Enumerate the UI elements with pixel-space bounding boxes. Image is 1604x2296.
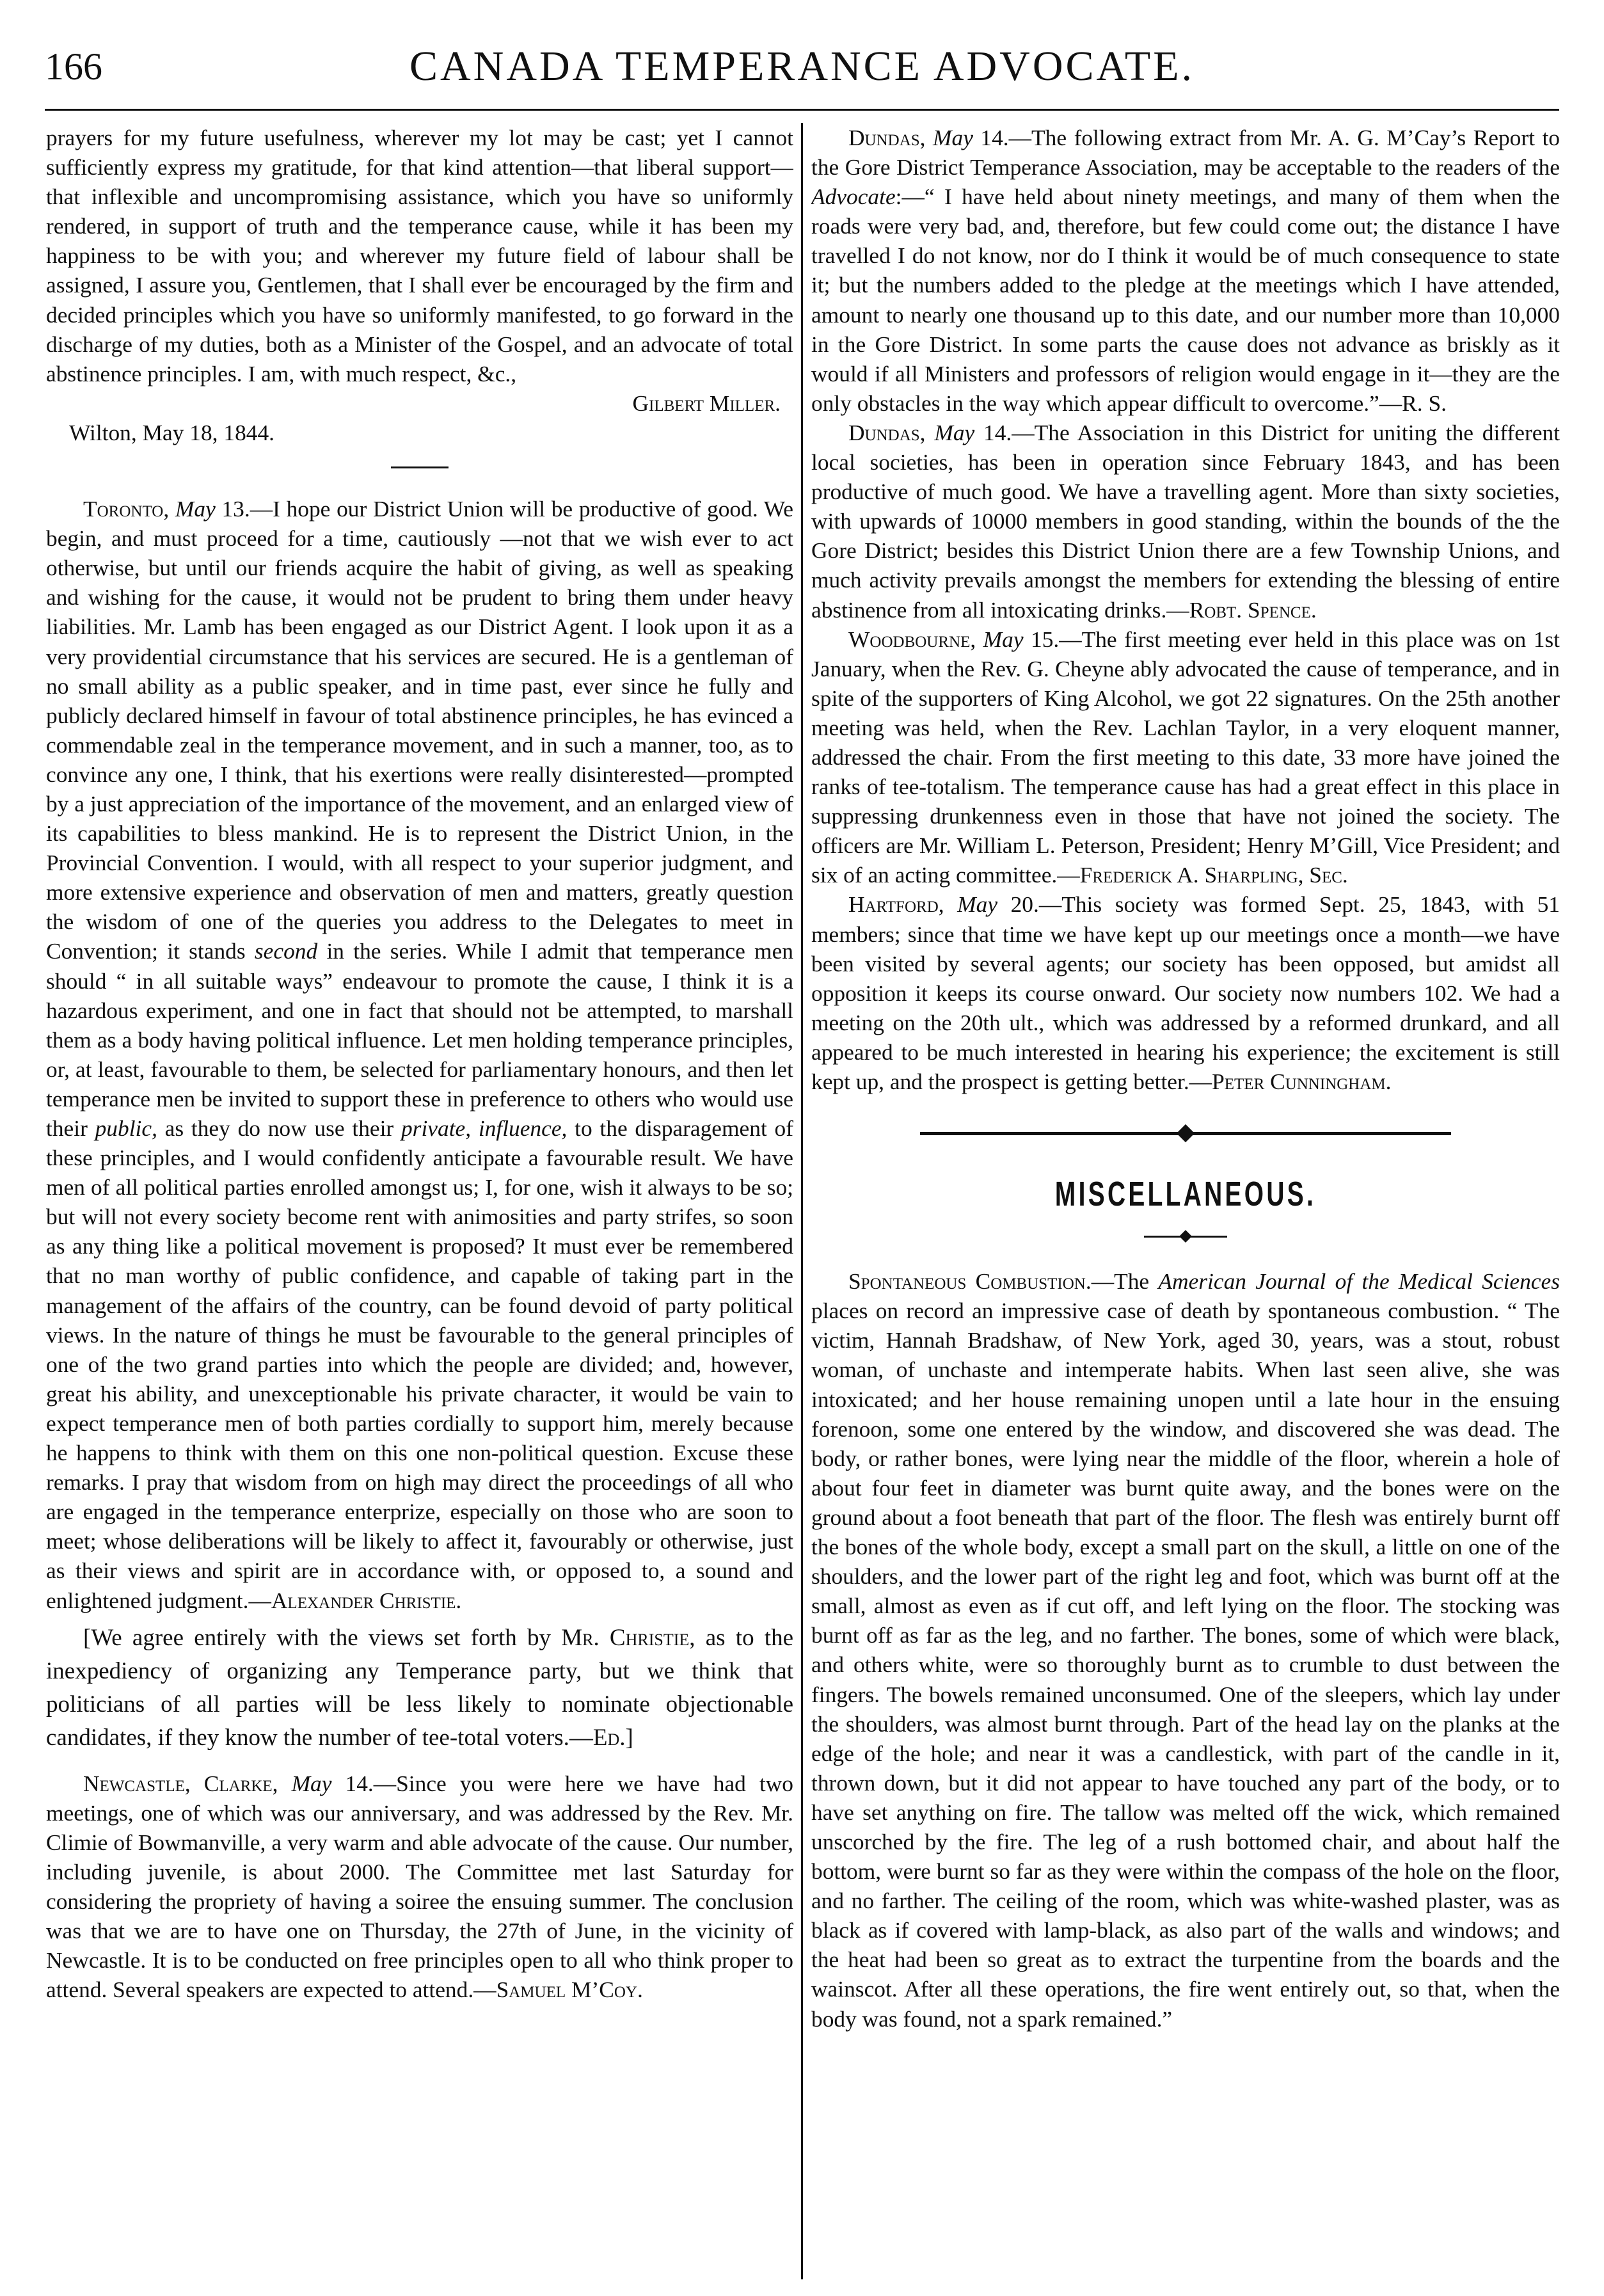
header-rule (45, 109, 1559, 111)
toronto-private: private, influence, (401, 1115, 568, 1141)
page-header (45, 37, 1559, 108)
article-lead: Spontaneous Combustion. (848, 1268, 1092, 1295)
spacer (46, 1755, 793, 1769)
hartford-date: May (957, 891, 998, 918)
dundas-report-2 (811, 418, 1560, 625)
dundas-1-dateline: Dundas, (848, 125, 926, 150)
dundas-2-dateline: Dundas, (848, 419, 926, 445)
woodbourne-dateline: Woodbourne, (848, 626, 976, 652)
hartford-text: 20.—This society was formed Sept. 25, 1843, with 51 members; since that time we have kept up our meetings once a month—we have been visited by several agents; our society has been opposed, but amidst all opposition it keeps its course onward. Our society now numbers 102. We had a meeting on the 20th ult., which was addressed by a reformed drunkard, and all appeared to be much interested in hearing his experience; the excitement is still kept up, and the prospect is getting better.— (811, 891, 1560, 1094)
article-journal: American Journal of the Medical Sciences (1158, 1268, 1560, 1295)
dundas-2-date: May (934, 419, 975, 445)
spontaneous-combustion-article (811, 1266, 1560, 2033)
dundas-2-signature: Robt. Spence. (1189, 596, 1317, 623)
dundas-1-date: May (933, 125, 973, 150)
editor-note-text: [We agree entirely with the views set forth by (83, 1624, 562, 1651)
newcastle-signature: Samuel M’Coy. (496, 1977, 643, 2003)
short-divider (391, 466, 449, 468)
editor-note-name: Mr. Christie, (561, 1624, 695, 1651)
toronto-text-4: to the disparagement of these principles, and I would confidently anticipate a favourable result. We have men of all political parties enrolled amongst us; I, for one, wish it always to be so; but will not every society become rent with animosities and party strifes, so soon as any thing like a political movement is proposed? It must ever be remembered that no man worthy of public confidence, and capable of taking part in the management of the affairs of the country, can be found devoid of party political views. In the nature of things he must be favourable to the general principles of one of the two grand parties into which the people are divided; and, however, great his ability, and unexceptionable his private character, it would be vain to expect temperance men of both parties cordially to support him, merely because he happens to think with them on this one non-political question. Excuse these remarks. I pray that wisdom from on high may direct the proceedings of all who are engaged in the temperance enterprize, especially on those who are soon to meet; whose deliberations will be likely to affect it, favourably or otherwise, just as their views and spirit are in accordance with, or opposed to, a sound and enlightened judgment.— (46, 1115, 793, 1613)
miller-letter-text: prayers for my future usefulness, wherever my lot may be cast; yet I cannot sufficiently express my gratitude, for that kind attention—that liberal support—that inflexible and uncompromising assistance, which you have so uniformly rendered, in support of truth and the temperance cause, while it has been my happiness to be with you; and wherever my future field of labour shall be assigned, I assure you, Gentlemen, that I shall ever be encouraged by the firm and decided principles which you have so uniformly manifested, to go forward in the discharge of my duties, both as a Minister of the Gospel, and an advocate of total abstinence principles. I am, with much respect, &c., (46, 125, 793, 387)
hartford-dateline: Hartford, (848, 891, 944, 918)
newcastle-date: May (291, 1770, 332, 1796)
ornamental-divider (811, 1124, 1560, 1144)
newcastle-letter (46, 1769, 793, 2005)
article-text-2: places on record an impressive case of death by spontaneous combustion. “ The victim, Hannah Bradshaw, of New York, aged 30, years, was a stout, robust woman, of unchaste and intemperate habits. When last seen alive, she was intoxicated; and her house remaining unopen until a late hour in the ensuing forenoon, some one entered by the window, and discovered she was dead. The body, or rather bones, were lying near the middle of the floor, wherein a hole of about four feet in diameter was burnt quite away, and the bones were on the ground about a foot beneath that part of the floor. The flesh was entirely burnt off the bones of the whole body, except a small part on the skull, a little on one of the shoulders, and the lower part of the right leg and foot, which was burnt off at the small, almost as even as if cut off, and left lying on the floor. The stocking was burnt off as far as the leg, and no farther. The bones, some of which were black, and others white, were so thoroughly burnt as to crumble to dust between the fingers. The bowels remained unconsumed. One of the sleepers, which lay under the shoulders, was almost burnt through. Part of the head lay on the planks at the edge of the hole; and near it was a candlestick, with part of the candle in it, thrown down, but it did not appear to have touched any part of the body, or to have set anything on fire. The tallow was melted off the wick, which remained unscorched by the fire. The leg of a rush bottomed chair, and about half the bottom, were burnt so far as they were within the compass of the hole on the floor, and no farther. The ceiling of the room, which was white-washed plaster, was as black as if covered with lamp-black, as also part of the walls and windows; and the heat had been so great as to extract the turpentine from the boards and the wainscot. After all these operations, the fire went entirely out, so that, when the body was found, not a spark remained.” (811, 1298, 1560, 2032)
editor-note (46, 1622, 793, 1755)
miller-place-date: Wilton, May 18, 1844. (69, 419, 275, 445)
woodbourne-signature: Frederick A. Sharpling, Sec. (1079, 862, 1348, 888)
miller-signature: Gilbert Miller. (632, 390, 781, 416)
newcastle-dateline: Newcastle, Clarke, (83, 1770, 278, 1796)
section-heading-miscellaneous: MISCELLANEOUS. (1054, 1175, 1317, 1214)
journal-title: CANADA TEMPERANCE ADVOCATE. (409, 43, 1195, 90)
editor-note-text-2: as to the inexpediency of organizing any Temperance party, but we think that politicians of all parties will be less likely to nominate objectionable candidates, if they know the number of tee-total voters.— (46, 1624, 793, 1751)
dundas-report-1 (811, 123, 1560, 418)
toronto-text: 13.—I hope our District Union will be productive of good. We begin, and must proceed for a time, cautiously —not that we wish ever to act otherwise, but until our friends acquire the habit of giving, as well as speaking and wishing for the cause, it would not be prudent to bring them under heavy liabilities. Mr. Lamb has been engaged as our District Agent. I look upon it as a very providential circumstance that his services are secured. He is a gentleman of no small ability as a public speaker, and in time past, ever since he fully and publicly declared himself in favour of total abstinence principles, he has evinced a commendable zeal in the temperance movement, and in such a manner, too, as to convince any one, I think, that his exertions were really disinterested—prompted by a just appreciation of the importance of the movement, and an enlarged view of its capabilities to bless mankind. He is to represent the District Union, in the Provincial Convention. I would, with all respect to your superior judgment, and more extensive experience and observation of men and matters, greatly question the wisdom of one of the queries you address to the Delegates to meet in Convention; it stands (46, 496, 793, 964)
article-text: —The (1091, 1268, 1159, 1295)
ornament-diamond (1177, 1124, 1195, 1142)
editor-note-sign: Ed.] (592, 1724, 633, 1751)
toronto-date: May (175, 496, 216, 522)
toronto-letter (46, 494, 793, 1615)
page-number: 166 (45, 45, 102, 88)
hartford-report (811, 889, 1560, 1096)
woodbourne-text: 15.—The first meeting ever held in this place was on 1st January, when the Rev. G. Cheyne ably advocated the cause of temperance, and in spite of the supporters of King Alcohol, we got 22 signatures. On the 25th another meeting was held, when the Rev. Lachlan Taylor, in a very eloquent manner, addressed the chair. From the first meeting to this date, 33 more have joined the ranks of tee-totalism. The temperance cause has had a great effect in this place in suppressing drunkenness even in those that have not joined the society. The officers are Mr. William L. Peterson, President; Henry M’Gill, Vice President; and six of an acting committee.— (811, 626, 1560, 888)
dundas-2-text: 14.—The Association in this District for uniting the different local societies, has been in operation since February 1843, and has been productive of much good. We have a travelling agent. More than sixty societies, with upwards of 10000 members in good standing, within the bounds of the the Gore District; besides this District Union there are a few Township Unions, and much activity prevails amongst the members for extending the blessing of entire abstinence from all intoxicating drinks.— (811, 419, 1560, 623)
woodbourne-date: May (983, 626, 1024, 652)
toronto-second: second (254, 938, 318, 964)
woodbourne-report (811, 625, 1560, 890)
dundas-1-text-2: :—“ I have held about ninety meetings, and many of them when the roads were very bad, and, therefore, but few could come out; the distance I have travelled I do not know, nor do I think it would be of much consequence to state it; but the numbers added to the pledge at the meetings which I have attended, amount to nearly one thousand up to this date, and our number more than 10,000 in the Gore District. In some parts the cause does not advance as briskly as it would if all Ministers and professors of religion would engage in it—they are the only obstacles in the way which appear difficult to overcome.”—R. S. (811, 184, 1560, 416)
right-column (811, 123, 1560, 2286)
heading-ornament (811, 1231, 1560, 1245)
toronto-text-3: as they do now use their (157, 1115, 401, 1141)
hartford-signature: Peter Cunningham. (1212, 1069, 1392, 1094)
column-divider (801, 123, 803, 2279)
left-column (46, 123, 793, 2286)
newcastle-text: 14.—Since you were here we have had two meetings, one of which was our anniversary, and was addressed by the Rev. Mr. Climie of Bowmanville, a very warm and able advocate of the cause. Our number, including juvenile, is about 2000. The Committee met last Saturday for considering the propriety of having a soiree the ensuing summer. The conclusion was that we are to have one on Thursday, the 27th of June, in the vicinity of Newcastle. It is to be conducted on free principles open to all who think proper to attend. Several speakers are expected to attend.— (46, 1770, 793, 2003)
toronto-dateline: Toronto, (83, 496, 170, 522)
toronto-public: public, (95, 1115, 157, 1141)
heading-ornament-diamond (1179, 1230, 1192, 1243)
toronto-signature: Alexander Christie. (271, 1587, 462, 1613)
toronto-text-2: in the series. While I admit that temperance men should “ in all suitable ways” endeavour to promote the cause, I think it is a hazardous experiment, and one in fact that should not be attempted, to marshall them as a body having political influence. Let men holding temperance principles, or, at least, favourable to them, be selected for parliamentary honours, and then let temperance men be invited to support these in preference to others who would use their (46, 938, 793, 1141)
dundas-1-advocate: Advocate (811, 184, 896, 210)
dundas-1-text: 14.—The following extract from Mr. A. G. M’Cay’s Report to the Gore District Temperance Association, may be acceptable to the readers of the (811, 125, 1560, 180)
